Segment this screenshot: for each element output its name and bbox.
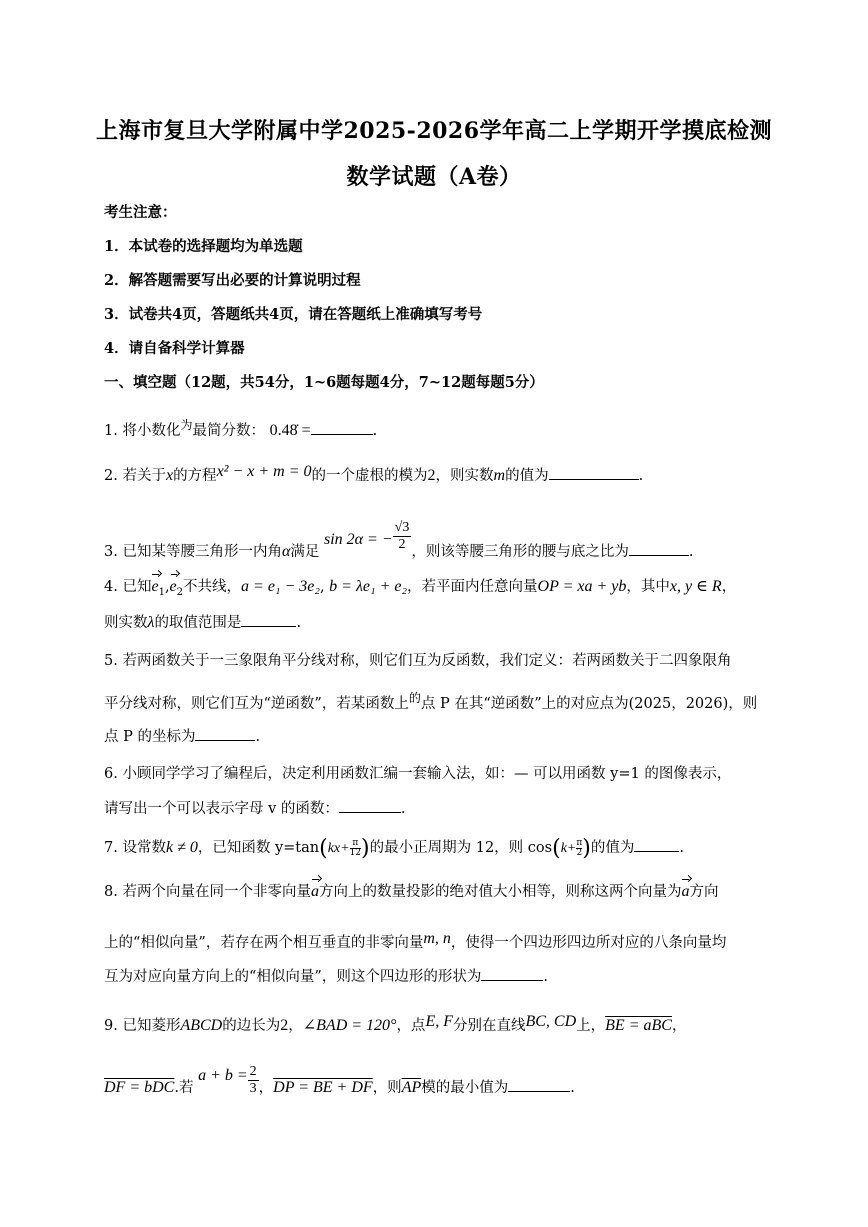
answer-blank[interactable] — [339, 798, 401, 813]
q9-fraction: $\frac{2}{3}$ — [249, 1063, 257, 1096]
question-8-line-3: 互为对应向量方向上的“相似向量”，则这个四边形的形状为 . — [104, 966, 778, 987]
exam-title: 上海市复旦大学附属中学2025-2026学年高二上学期开学摸底检测 — [95, 118, 773, 144]
answer-blank[interactable] — [629, 541, 689, 556]
question-9: 9. 已知菱形ABCD的边长为2，∠BAD = 120°，点E, F分别在直线BC, CD上，BE = aBC， — [104, 1013, 687, 1034]
question-6-line-2: 请写出一个可以表示字母 v 的函数： . — [104, 798, 778, 819]
q3-fraction: $\frac{√3}{2}$ — [394, 520, 410, 552]
section-heading: 一、填空题（12题，共54分，1~6题每题4分，7~12题每题5分） — [104, 374, 544, 391]
answer-blank[interactable] — [634, 837, 679, 852]
question-4: 4. 已知$e_1,e_2$不共线，a = e₁ − 3e₂, b = λe₁ + e₂，若平面内任意向量OP = xa + yb，其中x, y ∈ R， — [104, 578, 737, 598]
notice-item: 1．本试卷的选择题均为单选题 — [104, 238, 303, 255]
question-5: 5. 若两函数关于一三象限角平分线对称，则它们互为反函数，我们定义：若两函数关于二四象限角 — [104, 653, 732, 669]
answer-blank[interactable] — [508, 1077, 570, 1092]
question-2: 2. 若关于x的方程x² − x + m = 0的一个虚根的模为2，则实数m的值为 . — [104, 463, 644, 484]
question-8-line-2: 上的“相似向量”，若存在两个相互垂直的非零向量m, n，使得一个四边形四边所对应的八条向量均 — [104, 930, 727, 951]
answer-blank[interactable] — [241, 612, 296, 627]
notice-item: 2．解答题需要写出必要的计算说明过程 — [104, 272, 361, 289]
question-5-line-3: 点 P 的坐标为 . — [104, 726, 778, 747]
question-5-line-2: 平分线对称，则它们互为“逆函数”，若某函数上$^的$点 P 在其“逆函数”上的对应点为(2025，2026)，则 — [104, 691, 758, 712]
notice-item: 4．请自备科学计算器 — [104, 340, 245, 357]
question-8: 8. 若两个向量在同一个非零向量a方向上的数量投影的绝对值大小相等，则称这两个向量为a方向 — [104, 883, 719, 900]
notice-item: 3．试卷共4页，答题纸共4页，请在答题纸上准确填写考号 — [104, 306, 483, 323]
question-4-line-2: 则实数λ的取值范围是 . — [104, 614, 302, 631]
question-7: 7. 设常数k ≠ 0，已知函数 y=tan(kx+ $\frac{\pi}{12}$)的最小正周期为 12，则 cos(k+ $\frac{\pi}{2}$)的值为 . — [104, 836, 684, 861]
exam-subtitle: 数学试题（A卷） — [346, 164, 522, 190]
answer-blank[interactable] — [481, 966, 543, 981]
q1-expression: 0.48̇ = — [269, 422, 311, 439]
answer-blank[interactable] — [549, 465, 639, 480]
question-1: 1. 将小数化$^为$最简分数： 0.48̇ = . — [104, 418, 378, 439]
notice-heading: 考生注意： — [104, 204, 177, 221]
question-9-line-2: DF = bDC.若 a + b = $\frac{2}{3}$ ，DP = BE + DF，则$\overline{AP}$模的最小值为 . — [104, 1063, 575, 1096]
question-3: 3. 已知某等腰三角形一内角α满足 sin 2α = − $\frac{√3}{2}$ ，则该等腰三角形的腰与底之比为 . — [104, 520, 694, 560]
question-6: 6. 小顾同学学习了编程后，决定利用函数汇编一套输入法，如：— 可以用函数 y=1 的图像表示， — [104, 766, 732, 782]
answer-blank[interactable] — [195, 726, 255, 741]
answer-blank[interactable] — [311, 420, 373, 435]
